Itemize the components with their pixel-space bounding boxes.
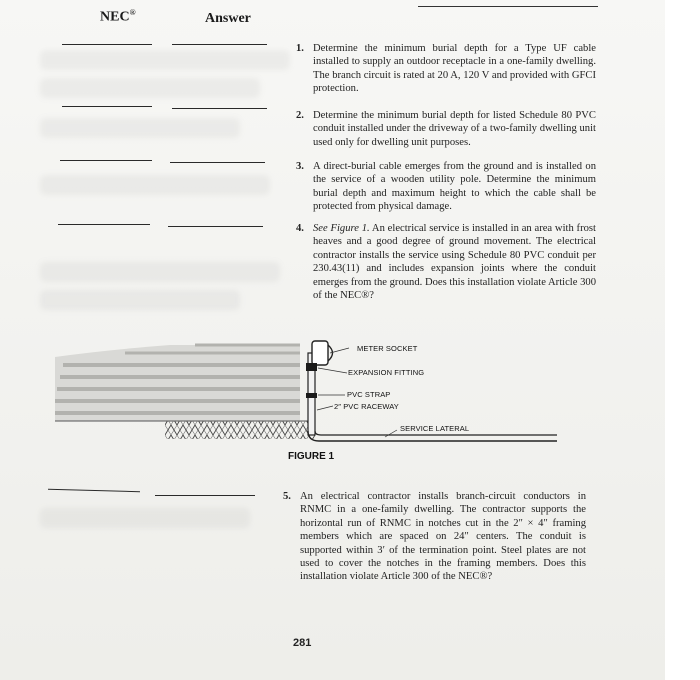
answer-blank-3b[interactable] (170, 162, 265, 163)
meter-socket (312, 341, 328, 365)
label-meter-socket: METER SOCKET (357, 344, 418, 353)
figure-reference: See Figure 1. (313, 223, 370, 234)
page-number: 281 (293, 637, 312, 649)
question-5: 5. An electrical contractor installs branch-circuit conductors in RNMC in a one-family dwelling. The contractor supports the horizontal run of RNMC in notches cut in the 2″ × 4″ framing members which are spaced on 24″ centers. The conduit is supported within 3′ of the termination point. Steel plates are not used to cover the notches in the framing members. Does this installation violate Article 300 of the NEC®? (283, 491, 586, 583)
wall-block (55, 345, 300, 421)
answer-blank-4a[interactable] (58, 224, 150, 225)
bleed-through-shadow (40, 262, 280, 282)
bleed-through-shadow (40, 290, 240, 310)
question-2: 2. Determine the minimum burial depth for listed Schedule 80 PVC conduit installed under the driveway of a two-family dwelling unit used only for dwelling unit purposes. (296, 110, 596, 148)
nec-header: NEC® (100, 8, 136, 25)
expansion-fitting (306, 363, 317, 371)
page-margin (665, 0, 700, 680)
label-service-lateral: SERVICE LATERAL (400, 424, 470, 433)
header-rule (418, 6, 598, 7)
bleed-through-shadow (40, 78, 260, 98)
label-expansion-fitting: EXPANSION FITTING (348, 368, 425, 377)
question-4: 4. See Figure 1. An electrical service is installed in an area with frost heaves and a good degree of ground movement. The electrical contractor installs the service using Schedule 80 PVC conduit per 230.43(11) and includes expansion joints where the conduit emerges from the ground. Does this installation violate Article 300 of the NEC®? (296, 223, 596, 302)
answer-header: Answer (205, 11, 251, 26)
answer-blank-2a[interactable] (62, 106, 152, 107)
bleed-through-shadow (40, 118, 240, 138)
bleed-through-shadow (40, 175, 270, 195)
pvc-strap (306, 393, 317, 398)
bleed-through-shadow (40, 50, 290, 70)
answer-blank-1b[interactable] (172, 44, 267, 45)
label-pvc-raceway: 2″ PVC RACEWAY (334, 402, 399, 411)
answer-blank-4b[interactable] (168, 226, 263, 227)
question-3: 3. A direct-burial cable emerges from the ground and is installed on the service of a wooden utility pole. Determine the minimum burial depth and maximum height to which the cable shall be protected from physical damage. (296, 161, 596, 213)
answer-blank-3a[interactable] (60, 160, 152, 161)
answer-blank-5a[interactable] (48, 489, 140, 492)
figure-1-svg (45, 335, 565, 465)
label-pvc-strap: PVC STRAP (347, 390, 391, 399)
figure-1-diagram (45, 335, 565, 465)
question-1: 1. Determine the minimum burial depth for a Type UF cable installed to supply an outdoor receptacle in a one-family dwelling. The branch circuit is rated at 20 A, 120 V and provided with GFCI protection. (296, 43, 596, 95)
bleed-through-shadow (40, 508, 250, 528)
soil-hatch (165, 421, 315, 439)
answer-blank-2b[interactable] (172, 108, 267, 109)
figure-caption: FIGURE 1 (288, 451, 335, 462)
answer-blank-5b[interactable] (155, 495, 255, 496)
answer-blank-1a[interactable] (62, 44, 152, 45)
